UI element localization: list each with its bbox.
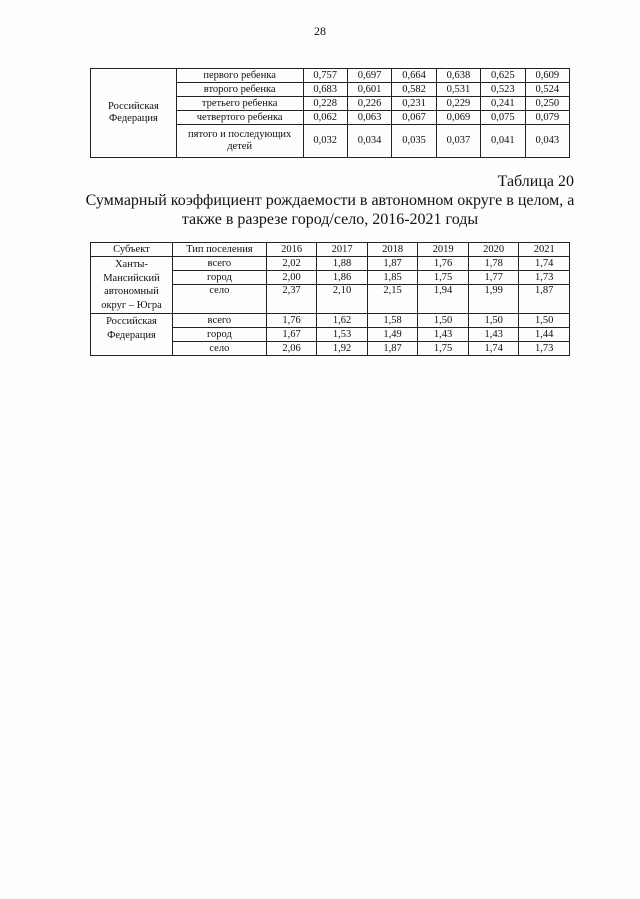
value-cell: 0,625 [481,69,525,83]
settlement-type-cell: город [172,271,266,285]
value-cell: 0,638 [436,69,480,83]
value-cell: 0,524 [525,83,569,97]
table-label: Таблица 20 [497,173,574,190]
value-cell: 1,92 [317,342,368,356]
value-cell: 1,43 [418,328,469,342]
value-cell: 0,226 [347,97,391,111]
header-cell: Тип поселения [172,243,266,257]
value-cell: 0,063 [347,111,391,125]
value-cell: 1,87 [367,342,418,356]
value-cell: 1,77 [468,271,519,285]
value-cell: 2,00 [266,271,317,285]
value-cell: 1,53 [317,328,368,342]
value-cell: 2,10 [317,285,368,314]
subject-cell: Российская Федерация [91,314,173,356]
value-cell: 0,043 [525,125,569,158]
value-cell: 1,50 [519,314,570,328]
value-cell: 0,664 [392,69,436,83]
value-cell: 1,78 [468,257,519,271]
child-order-cell: четвертого ребенка [176,111,303,125]
value-cell: 0,228 [303,97,347,111]
value-cell: 1,58 [367,314,418,328]
header-cell: Субъект [91,243,173,257]
child-order-cell: первого ребенка [176,69,303,83]
value-cell: 1,76 [418,257,469,271]
value-cell: 0,523 [481,83,525,97]
value-cell: 1,50 [418,314,469,328]
settlement-type-cell: всего [172,314,266,328]
value-cell: 0,609 [525,69,569,83]
header-cell: 2019 [418,243,469,257]
birth-order-table [90,68,570,158]
value-cell: 0,531 [436,83,480,97]
value-cell: 0,683 [303,83,347,97]
value-cell: 2,06 [266,342,317,356]
value-cell: 2,02 [266,257,317,271]
value-cell: 1,88 [317,257,368,271]
value-cell: 1,67 [266,328,317,342]
value-cell: 0,601 [347,83,391,97]
header-cell: 2018 [367,243,418,257]
value-cell: 0,035 [392,125,436,158]
value-cell: 1,50 [468,314,519,328]
table-row [91,69,570,83]
child-order-cell: пятого и последующих детей [176,125,303,158]
value-cell: 0,250 [525,97,569,111]
value-cell: 0,069 [436,111,480,125]
table-row [91,314,570,328]
fertility-rate-table [90,242,570,356]
value-cell: 0,032 [303,125,347,158]
child-order-cell: второго ребенка [176,83,303,97]
value-cell: 2,15 [367,285,418,314]
value-cell: 0,582 [392,83,436,97]
value-cell: 0,697 [347,69,391,83]
header-cell: 2017 [317,243,368,257]
value-cell: 1,44 [519,328,570,342]
value-cell: 0,067 [392,111,436,125]
value-cell: 1,49 [367,328,418,342]
value-cell: 1,73 [519,271,570,285]
value-cell: 1,43 [468,328,519,342]
value-cell: 1,87 [519,285,570,314]
header-cell: 2020 [468,243,519,257]
value-cell: 0,037 [436,125,480,158]
value-cell: 1,74 [519,257,570,271]
child-order-cell: третьего ребенка [176,97,303,111]
value-cell: 1,85 [367,271,418,285]
value-cell: 1,62 [317,314,368,328]
value-cell: 2,37 [266,285,317,314]
value-cell: 1,75 [418,342,469,356]
value-cell: 0,079 [525,111,569,125]
value-cell: 0,757 [303,69,347,83]
settlement-type-cell: село [172,285,266,314]
table-row [91,257,570,271]
settlement-type-cell: село [172,342,266,356]
settlement-type-cell: всего [172,257,266,271]
header-cell: 2016 [266,243,317,257]
value-cell: 1,86 [317,271,368,285]
table-header-row [91,243,570,257]
value-cell: 0,041 [481,125,525,158]
subject-cell: Российская Федерация [91,69,177,158]
value-cell: 0,229 [436,97,480,111]
header-cell: 2021 [519,243,570,257]
value-cell: 1,73 [519,342,570,356]
value-cell: 0,075 [481,111,525,125]
value-cell: 1,74 [468,342,519,356]
value-cell: 1,94 [418,285,469,314]
settlement-type-cell: город [172,328,266,342]
table-title: Суммарный коэффициент рождаемости в автономном округе в целом, а также в разрезе город/село, 2016-2021 годы [85,192,575,228]
value-cell: 1,76 [266,314,317,328]
page-number: 28 [314,24,326,38]
value-cell: 0,231 [392,97,436,111]
value-cell: 1,87 [367,257,418,271]
value-cell: 1,75 [418,271,469,285]
subject-cell: Ханты-Мансийский автономный округ – Югра [91,257,173,314]
value-cell: 0,241 [481,97,525,111]
value-cell: 1,99 [468,285,519,314]
value-cell: 0,062 [303,111,347,125]
value-cell: 0,034 [347,125,391,158]
